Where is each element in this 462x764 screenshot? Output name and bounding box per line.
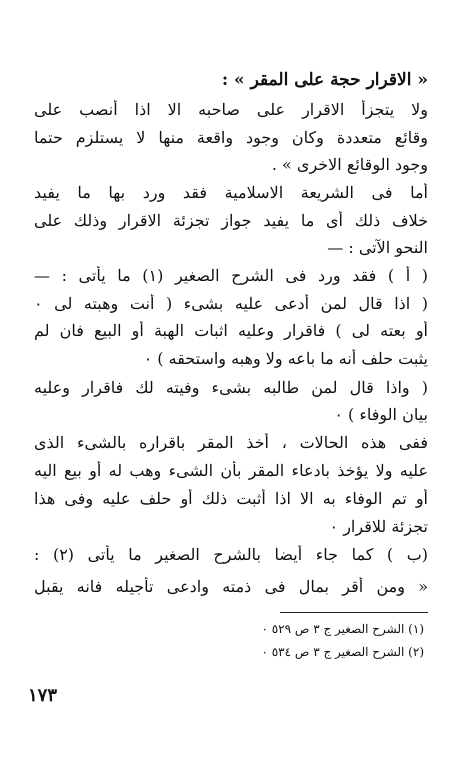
footnote-2: (٢) الشرح الصغير ج ٣ ص ٥٣٤ ٠ — [261, 645, 424, 659]
section-heading: « الاقرار حجة على المقر » : — [221, 70, 428, 90]
body-line: أما فى الشريعة الاسلامية فقد ورد بها ما يفيد — [34, 183, 428, 202]
body-line: وقائع متعددة وكان وجود واقعة منها لا يستلزم حتما — [34, 128, 428, 147]
body-line: ( أ ) فقد ورد فى الشرح الصغير (١) ما يأتى : — — [34, 266, 428, 285]
body-line: أو بعته لى ) فاقرار وعليه اثبات الهبة أو البيع فان لم — [34, 321, 428, 340]
body-line: النحو الآتى : — — [327, 238, 428, 257]
page-number: ١٧٣ — [28, 685, 58, 706]
body-line: بيان الوفاء ) ٠ — [334, 405, 428, 424]
body-line: يثبت حلف أنه ما باعه ولا وهبه واستحقه ) ٠ — [143, 349, 428, 368]
body-line: ففى هذه الحالات ، أخذ المقر باقراره بالشىء الذى — [34, 433, 428, 452]
footnote-separator — [280, 612, 428, 613]
body-line: ولا يتجزأ الاقرار على صاحبه الا اذا أنصب على — [34, 100, 428, 119]
body-line: (ب ) كما جاء أيضا بالشرح الصغير ما يأتى (٢) : — [34, 545, 428, 564]
body-line: أو تم الوفاء به الا اذا أثبت ذلك أو حلف عليه وفى هذا — [34, 489, 428, 508]
body-line: تجزئة للاقرار ٠ — [329, 517, 428, 536]
body-line: خلاف ذلك أى ما يفيد جواز تجزئة الاقرار وذلك على — [34, 211, 428, 230]
body-line: ( واذا قال لمن طالبه بشىء وفيته لك فاقرار وعليه — [34, 378, 428, 397]
body-line: عليه ولا يؤخذ بادعاء المقر بأن الشىء وهب له أو بيع اليه — [34, 461, 428, 480]
body-line: « ومن أقر بمال فى ذمته وادعى تأجيله فانه يقبل — [34, 577, 428, 596]
footnote-1: (١) الشرح الصغير ج ٣ ص ٥٢٩ ٠ — [261, 622, 424, 636]
body-line: ( اذا قال لمن أدعى عليه بشىء ( أنت وهبته لى ٠ — [34, 294, 428, 313]
body-line: وجود الوقائع الاخرى » . — [271, 155, 428, 174]
